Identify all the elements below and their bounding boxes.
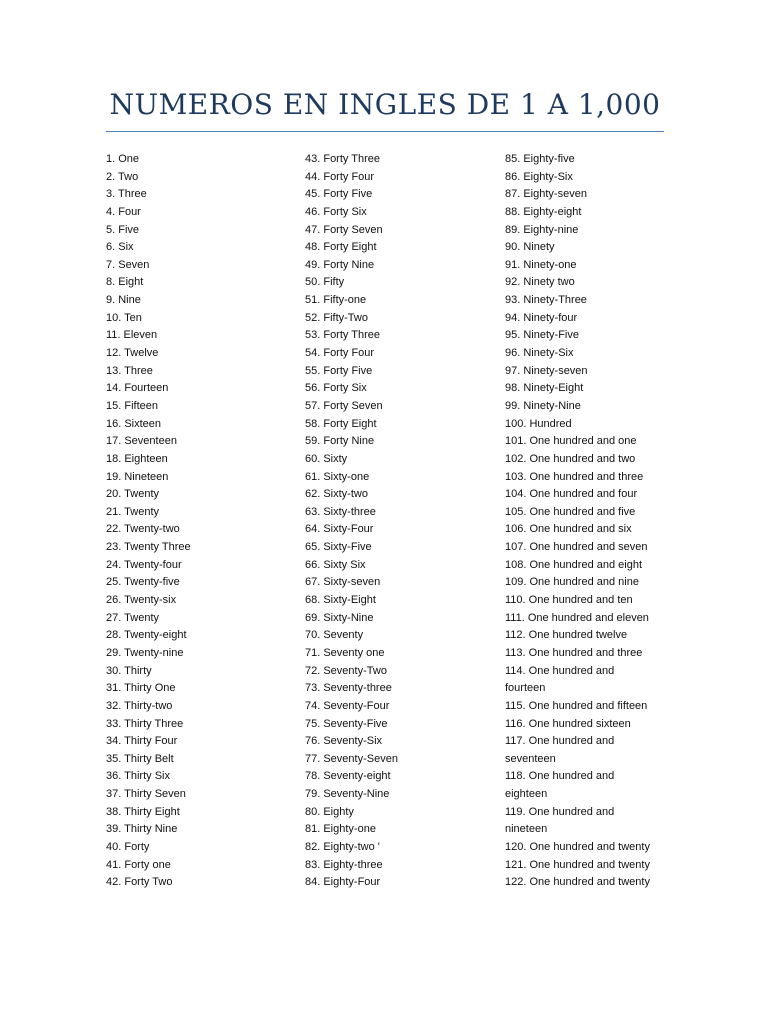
list-item: 38. Thirty Eight: [106, 805, 180, 818]
list-item: 91. Ninety-one: [505, 258, 577, 271]
list-item: 74. Seventy-Four: [305, 699, 390, 712]
list-item: 34. Thirty Four: [106, 735, 178, 748]
list-item: 22. Twenty-two: [106, 523, 180, 536]
list-item: 73. Seventy-three: [305, 682, 392, 695]
list-item: 48. Forty Eight: [305, 241, 377, 254]
list-item: 36. Thirty Six: [106, 770, 170, 783]
list-item: 102. One hundred and two: [505, 452, 636, 465]
list-item: 21. Twenty: [106, 505, 159, 518]
list-item: 114. One hundred and: [505, 664, 615, 677]
list-item: 30. Thirty: [106, 664, 152, 677]
list-item: 55. Forty Five: [305, 364, 373, 377]
list-item: 60. Sixty: [305, 452, 348, 465]
list-item: 39. Thirty Nine: [106, 823, 178, 836]
list-item: 93. Ninety-Three: [505, 294, 587, 307]
list-item: 9. Nine: [106, 294, 141, 307]
list-item: 51. Fifty-one: [305, 294, 367, 307]
list-item: 5. Five: [106, 223, 140, 236]
list-item: 13. Three: [106, 364, 153, 377]
list-item: 41. Forty one: [106, 858, 171, 871]
list-item: 25. Twenty-five: [106, 576, 180, 589]
list-item: 52. Fifty-Two: [305, 311, 368, 324]
list-item: 63. Sixty-three: [305, 505, 376, 518]
list-item: 27. Twenty: [106, 611, 159, 624]
list-item: 72. Seventy-Two: [305, 664, 387, 677]
list-item: 62. Sixty-two: [305, 488, 368, 501]
list-item: 17. Seventeen: [106, 435, 177, 448]
list-item: 65. Sixty-Five: [305, 541, 372, 554]
list-item: seventeen: [505, 752, 556, 765]
list-item: 79. Seventy-Nine: [305, 788, 390, 801]
list-item: 20. Twenty: [106, 488, 159, 501]
list-item: 115. One hundred and fifteen: [505, 699, 648, 712]
list-item: 85. Eighty-five: [505, 153, 575, 165]
list-item: 71. Seventy one: [305, 646, 385, 659]
list-item: 99. Ninety-Nine: [505, 399, 581, 412]
list-item: 94. Ninety-four: [505, 311, 578, 324]
list-item: 122. One hundred and twenty: [505, 876, 650, 889]
list-item: 105. One hundred and five: [505, 505, 636, 518]
list-item: 57. Forty Seven: [305, 399, 383, 412]
list-item: 44. Forty Four: [305, 170, 375, 183]
list-item: 69. Sixty-Nine: [305, 611, 374, 624]
list-item: 70. Seventy: [305, 629, 364, 642]
list-item: 50. Fifty: [305, 276, 345, 289]
number-list-column-1: [106, 151, 286, 892]
list-item: 83. Eighty-three: [305, 858, 383, 871]
list-item: 29. Twenty-nine: [106, 646, 184, 659]
list-item: 46. Forty Six: [305, 205, 367, 218]
list-item: 24. Twenty-four: [106, 558, 182, 571]
list-item: 103. One hundred and three: [505, 470, 644, 483]
list-item: 49. Forty Nine: [305, 258, 375, 271]
list-item: 75. Seventy-Five: [305, 717, 388, 730]
list-item: 66. Sixty Six: [305, 558, 366, 571]
list-item: 58. Forty Eight: [305, 417, 377, 430]
list-item: 61. Sixty-one: [305, 470, 370, 483]
list-item: 53. Forty Three: [305, 329, 380, 342]
list-item: 19. Nineteen: [106, 470, 169, 483]
list-item: 118. One hundred and: [505, 770, 615, 783]
list-item: 120. One hundred and twenty: [505, 840, 650, 853]
list-item: 37. Thirty Seven: [106, 788, 186, 801]
list-item: 43. Forty Three: [305, 153, 380, 165]
list-item: 12. Twelve: [106, 347, 159, 360]
list-item: 88. Eighty-eight: [505, 205, 582, 218]
list-item: 45. Forty Five: [305, 188, 373, 201]
list-item: 3. Three: [106, 188, 147, 201]
list-item: 16. Sixteen: [106, 417, 162, 430]
list-item: 68. Sixty-Eight: [305, 594, 376, 607]
list-item: 86. Eighty-Six: [505, 170, 573, 183]
list-item: 26. Twenty-six: [106, 594, 177, 607]
list-item: 11. Eleven: [106, 329, 158, 342]
list-item: 23. Twenty Three: [106, 541, 191, 554]
list-item: 42. Forty Two: [106, 876, 173, 889]
list-item: 104. One hundred and four: [505, 488, 638, 501]
list-item: 67. Sixty-seven: [305, 576, 381, 589]
list-item: 32. Thirty-two: [106, 699, 173, 712]
list-item: 101. One hundred and one: [505, 435, 637, 448]
list-item: 47. Forty Seven: [305, 223, 383, 236]
list-item: 110. One hundred and ten: [505, 594, 633, 607]
list-item: 28. Twenty-eight: [106, 629, 187, 642]
list-item: 82. Eighty-two ': [305, 840, 380, 853]
list-item: 15. Fifteen: [106, 399, 158, 412]
list-item: 96. Ninety-Six: [505, 347, 574, 360]
list-item: 7. Seven: [106, 258, 150, 271]
list-item: 117. One hundred and: [505, 735, 615, 748]
list-item: 90. Ninety: [505, 241, 555, 254]
list-item: 89. Eighty-nine: [505, 223, 579, 236]
list-item: 2. Two: [106, 170, 139, 183]
list-item: 121. One hundred and twenty: [505, 858, 650, 871]
list-item: 4. Four: [106, 205, 141, 218]
list-item: 112. One hundred twelve: [505, 629, 628, 642]
list-item: 87. Eighty-seven: [505, 188, 587, 201]
list-item: fourteen: [505, 682, 546, 695]
list-item: 97. Ninety-seven: [505, 364, 588, 377]
list-item: 108. One hundred and eight: [505, 558, 643, 571]
list-item: 116. One hundred sixteen: [505, 717, 631, 730]
list-item: 84. Eighty-Four: [305, 876, 381, 889]
list-item: 81. Eighty-one: [305, 823, 376, 836]
title-divider: [106, 131, 664, 132]
list-item: 78. Seventy-eight: [305, 770, 391, 783]
list-item: 54. Forty Four: [305, 347, 375, 360]
list-item: 64. Sixty-Four: [305, 523, 374, 536]
page-title: NUMEROS EN INGLES DE 1 A 1,000: [109, 88, 661, 121]
list-item: 33. Thirty Three: [106, 717, 184, 730]
list-item: 35. Thirty Belt: [106, 752, 174, 765]
list-item: 76. Seventy-Six: [305, 735, 383, 748]
list-item: 59. Forty Nine: [305, 435, 375, 448]
number-list-column-2: [305, 151, 485, 892]
list-item: 8. Eight: [106, 276, 144, 289]
list-item: nineteen: [505, 823, 548, 836]
list-item: eighteen: [505, 788, 548, 801]
list-item: 10. Ten: [106, 311, 142, 324]
list-item: 113. One hundred and three: [505, 646, 643, 659]
list-item: 92. Ninety two: [505, 276, 575, 289]
list-item: 98. Ninety-Eight: [505, 382, 584, 395]
list-item: 56. Forty Six: [305, 382, 367, 395]
list-item: 6. Six: [106, 241, 134, 254]
list-item: 40. Forty: [106, 840, 150, 853]
list-item: 111. One hundred and eleven: [505, 611, 649, 624]
list-item: 80. Eighty: [305, 805, 354, 818]
list-item: 100. Hundred: [505, 417, 572, 430]
list-item: 31. Thirty One: [106, 682, 176, 695]
list-item: 77. Seventy-Seven: [305, 752, 398, 765]
number-list-column-3: [505, 151, 670, 892]
list-item: 107. One hundred and seven: [505, 541, 648, 554]
list-item: 1. One: [106, 153, 140, 165]
list-item: 14. Fourteen: [106, 382, 169, 395]
list-item: 95. Ninety-Five: [505, 329, 579, 342]
list-item: 119. One hundred and: [505, 805, 615, 818]
list-item: 18. Eighteen: [106, 452, 168, 465]
list-item: 106. One hundred and six: [505, 523, 632, 536]
list-item: 109. One hundred and nine: [505, 576, 639, 589]
